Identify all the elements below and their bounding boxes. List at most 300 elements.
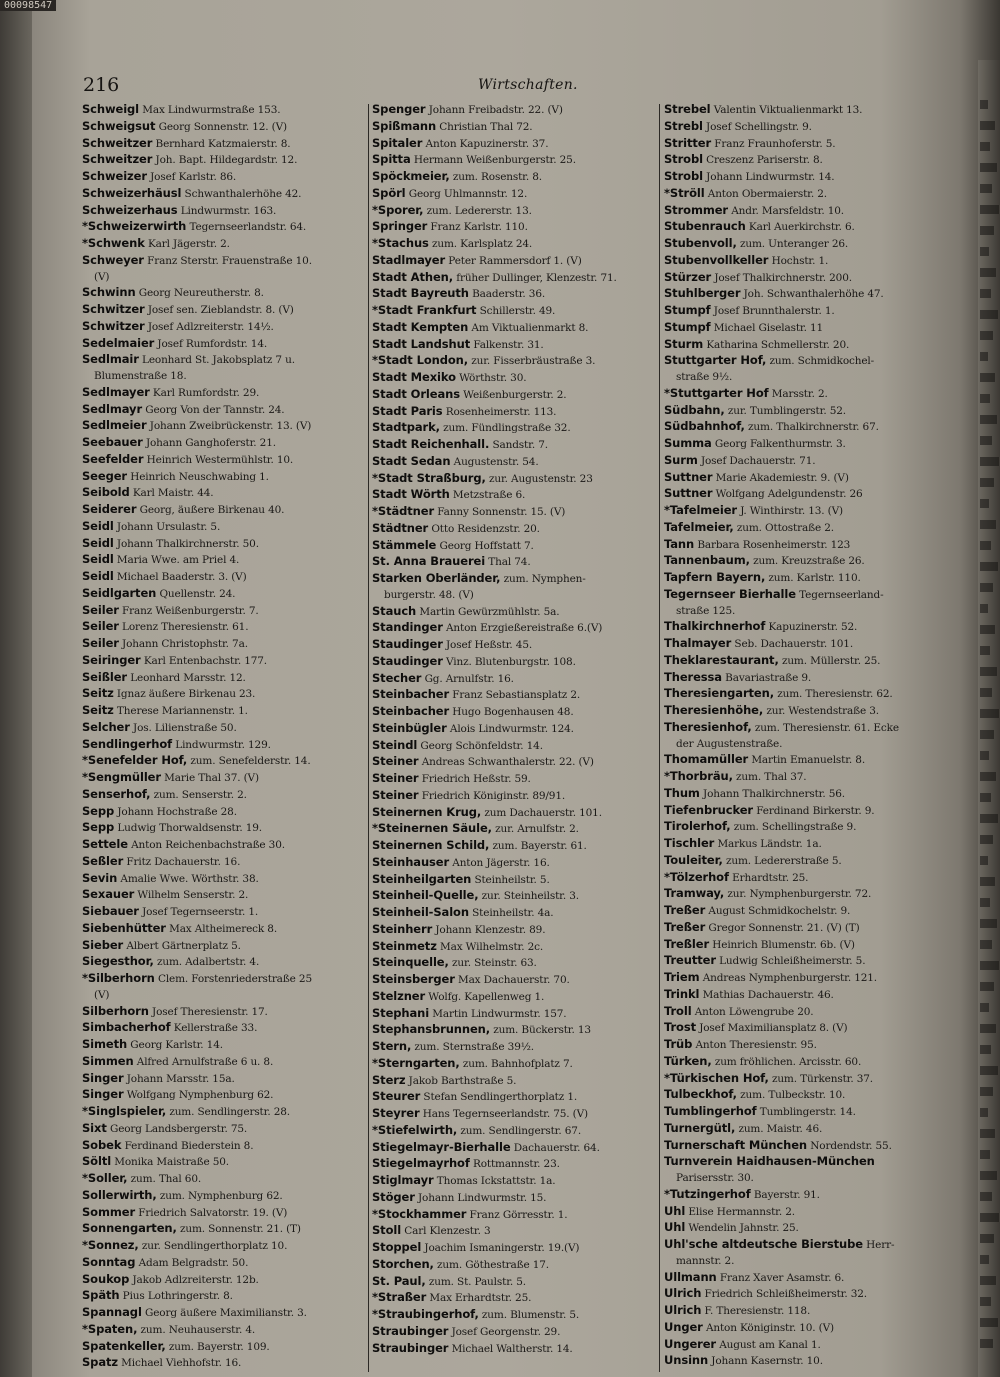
entry-name: Turnerschaft München <box>664 1137 808 1152</box>
entry-address: Georg, äußere Birkenau 40. <box>139 504 285 516</box>
entry-address: Anton Löwengrube 20. <box>694 1005 814 1018</box>
entry-name: Treßer <box>664 903 706 917</box>
entry-address: Josef Theresienstr. 17. <box>152 1005 268 1018</box>
directory-entry <box>82 336 364 353</box>
entry-address: Baaderstr. 36. <box>472 288 546 301</box>
directory-entry <box>82 385 364 402</box>
entry-address: zur. Sendlingerthorplatz 10. <box>141 1240 288 1252</box>
directory-entry <box>664 186 940 203</box>
entry-address: früher Dullinger, Klenzestr. 71. <box>456 271 617 284</box>
entry-address: August am Kanal 1. <box>719 1338 821 1351</box>
entry-name: St. Anna Brauerei <box>372 554 486 569</box>
entry-address: Fanny Sonnenstr. 15. (V) <box>437 506 566 518</box>
entry-address: Lindwurmstr. 129. <box>175 738 271 751</box>
entry-address: zum. Tulbeckstr. 10. <box>740 1089 846 1102</box>
directory-entry <box>664 436 940 453</box>
directory-entry <box>82 1305 364 1322</box>
entry-address: Markus Ländstr. 1a. <box>717 838 822 850</box>
entry-name: Schweizer <box>82 169 147 183</box>
directory-entry <box>664 270 940 287</box>
entry-name: Schweizerhäusl <box>82 185 182 200</box>
entry-name: *Spaten, <box>82 1321 138 1336</box>
entry-name: *Türkischen Hof, <box>664 1070 769 1085</box>
directory-entry <box>82 186 364 203</box>
directory-entry <box>82 536 364 553</box>
directory-entry <box>664 953 940 970</box>
directory-entry <box>82 1171 364 1188</box>
directory-entry <box>82 1104 364 1121</box>
entry-address: Creszenz Pariserstr. 8. <box>706 154 823 167</box>
entry-address: Max Altheimereck 8. <box>169 922 278 935</box>
directory-entry <box>664 1104 940 1121</box>
directory-column-3 <box>664 102 940 1370</box>
entry-address: Fritz Dachauerstr. 16. <box>126 855 241 868</box>
entry-name: Theresiengarten, <box>664 686 774 701</box>
entry-name: *Sengmüller <box>82 770 161 784</box>
directory-entry <box>372 1022 654 1039</box>
entry-address: Heinrich Neuschwabing 1. <box>130 470 269 483</box>
directory-entry <box>372 1257 654 1274</box>
entry-name: Sexauer <box>82 887 135 902</box>
entry-address: Lorenz Theresienstr. 61. <box>122 621 249 634</box>
entry-name: *Silberhorn <box>82 971 155 985</box>
entry-address: Georg Falkenthurmstr. 3. <box>714 438 846 450</box>
entry-name: Silberhorn <box>82 1003 149 1018</box>
entry-address: Erhardtstr. 25. <box>732 871 809 884</box>
entry-address: zum. Senserstr. 2. <box>153 788 247 801</box>
entry-name: Schwinn <box>82 285 136 300</box>
directory-entry <box>664 286 940 303</box>
entry-address: Georg Hoffstatt 7. <box>439 539 534 552</box>
entry-name: Stadlmayer <box>372 252 446 267</box>
entry-name: *Tutzingerhof <box>664 1186 751 1201</box>
directory-entry <box>82 569 364 586</box>
directory-entry <box>664 720 940 737</box>
entry-name: Steinbacher <box>372 687 450 702</box>
directory-entry <box>372 538 654 555</box>
entry-name: Spatz <box>82 1355 118 1370</box>
entry-address: Hans Tegernseerlandstr. 75. (V) <box>422 1108 589 1120</box>
entry-name: Siegesthor, <box>82 954 154 969</box>
entry-address: Carl Klenzestr. 3 <box>404 1225 491 1238</box>
entry-name: Seiler <box>82 602 119 617</box>
entry-name: Spitaler <box>372 135 423 150</box>
running-head: Wirtschaften. <box>478 77 578 93</box>
entry-address: Sandstr. 7. <box>492 439 548 451</box>
entry-name: *Straßer <box>372 1290 427 1305</box>
directory-entry <box>82 469 364 486</box>
entry-name: Theklarestaurant, <box>664 652 779 667</box>
directory-entry <box>82 1255 364 1272</box>
entry-address: Am Viktualienmarkt 8. <box>471 321 589 334</box>
directory-entry <box>664 1303 940 1320</box>
entry-name: Seitz <box>82 703 114 717</box>
directory-entry <box>82 203 364 220</box>
entry-address: Weißenburgerstr. 2. <box>463 388 567 401</box>
entry-address: Friedrich Schleißheimerstr. 32. <box>704 1288 867 1301</box>
entry-address: Alois Lindwurmstr. 124. <box>449 722 574 735</box>
directory-entry <box>82 285 364 302</box>
facing-page-text-fragment <box>980 247 989 256</box>
directory-entry <box>82 169 364 186</box>
entry-name: Theressa <box>664 669 722 684</box>
directory-entry <box>82 1205 364 1222</box>
directory-entry <box>372 404 654 421</box>
facing-page-text-fragment <box>980 268 996 277</box>
entry-address: Maria Wwe. am Priel 4. <box>116 554 240 567</box>
entry-name: Sonntag <box>82 1254 136 1269</box>
entry-address: zum. Unteranger 26. <box>739 238 849 250</box>
entry-name: Schweitzer <box>82 135 153 150</box>
entry-address: Max Lindwurmstraße 153. <box>142 104 281 116</box>
entry-name: *Ströll <box>664 185 705 200</box>
entry-name: Steiner <box>372 787 419 802</box>
entry-name: Theresienhöhe, <box>664 703 764 717</box>
directory-entry <box>82 302 364 319</box>
directory-entry <box>372 1207 654 1224</box>
directory-entry <box>372 588 654 604</box>
directory-entry <box>372 119 654 136</box>
entry-address: zum. Ottostraße 2. <box>736 521 834 534</box>
entry-address: Joh. Bapt. Hildegardstr. 12. <box>155 154 298 167</box>
entry-name: Sommer <box>82 1204 136 1219</box>
entry-name: Seiringer <box>82 652 141 667</box>
directory-entry <box>664 1320 940 1337</box>
entry-address: Rosenheimerstr. 113. <box>445 405 557 418</box>
entry-name: Tirolerhof, <box>664 819 731 834</box>
directory-entry <box>372 169 654 186</box>
entry-name: *Soller, <box>82 1171 128 1185</box>
entry-address: Johann Ursulastr. 5. <box>116 520 221 533</box>
directory-entry <box>372 821 654 838</box>
directory-entry <box>82 1004 364 1021</box>
entry-name: Sedelmaier <box>82 335 155 350</box>
entry-address: zum. St. Paulstr. 5. <box>428 1275 526 1288</box>
entry-name: Turnergütl, <box>664 1120 736 1135</box>
entry-address: zum. Bayerstr. 61. <box>492 840 587 852</box>
entry-name: Schweyer <box>82 252 144 267</box>
directory-entry <box>372 1307 654 1324</box>
directory-entry <box>664 604 940 620</box>
directory-entry <box>82 938 364 955</box>
entry-address: Michael Waltherstr. 14. <box>451 1342 573 1355</box>
directory-entry <box>664 1254 940 1270</box>
entry-name: Soukop <box>82 1271 130 1286</box>
directory-entry <box>372 1056 654 1073</box>
entry-address: Tegernseerland- <box>799 588 884 601</box>
entry-name: Strobl <box>664 152 703 167</box>
entry-name: Stubenvollkeller <box>664 252 769 267</box>
facing-page-text-fragment <box>980 814 998 823</box>
directory-entry <box>82 1138 364 1155</box>
entry-address: burgerstr. 48. (V) <box>384 588 474 601</box>
entry-name: Stiegelmayr-Bierhalle <box>372 1139 511 1154</box>
entry-name: Touleiter, <box>664 852 723 867</box>
facing-page-text-fragment <box>980 100 988 109</box>
entry-name: Stauch <box>372 603 417 618</box>
directory-entry <box>372 102 654 119</box>
entry-name: Sedlmeier <box>82 418 147 433</box>
directory-entry <box>82 102 364 119</box>
entry-address: Johann Freibadstr. 22. (V) <box>428 104 563 116</box>
entry-name: *Sterngarten, <box>372 1055 460 1070</box>
directory-entry <box>82 552 364 569</box>
entry-name: Tramway, <box>664 886 725 901</box>
entry-address: Johann Ganghoferstr. 21. <box>145 437 276 449</box>
directory-entry <box>664 653 940 670</box>
directory-entry <box>372 1274 654 1291</box>
entry-address: zum. Ledererstr. 13. <box>426 204 532 217</box>
directory-entry <box>372 554 654 571</box>
directory-entry <box>82 1221 364 1238</box>
entry-address: Max Erhardtstr. 25. <box>429 1292 532 1305</box>
entry-address: zum. Göthestraße 17. <box>437 1258 549 1271</box>
entry-address: Georg Schönfeldstr. 14. <box>420 739 543 752</box>
entry-address: Franz Sebastiansplatz 2. <box>452 689 581 702</box>
entry-name: Steiner <box>372 754 419 769</box>
entry-name: Sobek <box>82 1137 122 1152</box>
entry-address: Johann Klenzestr. 89. <box>435 923 546 936</box>
entry-address: Wilhelm Senserstr. 2. <box>137 889 249 902</box>
entry-name: Sonnengarten, <box>82 1221 177 1236</box>
entry-name: Steinsberger <box>372 972 455 986</box>
entry-address: zum. Nymphen- <box>503 573 586 585</box>
entry-name: Straubinger <box>372 1340 449 1355</box>
entry-name: Ulrich <box>664 1303 702 1317</box>
entry-address: Gg. Arnulfstr. 16. <box>424 672 514 685</box>
directory-entry <box>372 337 654 354</box>
directory-entry <box>372 1341 654 1358</box>
entry-address: Johann Lindwurmstr. 14. <box>706 171 835 183</box>
facing-page-text-fragment <box>980 1297 991 1306</box>
entry-address: Bavariastraße 9. <box>725 671 812 684</box>
directory-entry <box>372 1073 654 1090</box>
directory-entry <box>372 437 654 454</box>
facing-page-text-fragment <box>980 541 991 550</box>
entry-address: Franz Xaver Asamstr. 6. <box>719 1271 845 1284</box>
facing-page-text-fragment <box>980 583 993 592</box>
directory-entry <box>372 838 654 855</box>
entry-address: mannstr. 2. <box>676 1254 735 1267</box>
facing-page-text-fragment <box>980 478 994 487</box>
entry-address: Josef Dachauerstr. 71. <box>700 454 816 467</box>
entry-name: Turnverein Haidhausen-München <box>664 1154 875 1169</box>
entry-name: *Thorbräu, <box>664 769 733 783</box>
entry-name: Seefelder <box>82 451 144 466</box>
entry-name: Stubenvoll, <box>664 236 737 250</box>
directory-entry <box>82 921 364 938</box>
entry-name: *Tölzerhof <box>664 869 729 884</box>
directory-entry <box>82 1355 364 1372</box>
directory-entry <box>82 319 364 336</box>
entry-address: Heinrich Blumenstr. 6b. (V) <box>712 938 855 951</box>
entry-address: Anton Erzgießereistraße 6.(V) <box>446 622 603 635</box>
entry-name: Thum <box>664 785 700 800</box>
entry-name: Schwitzer <box>82 302 145 316</box>
directory-entry <box>664 970 940 987</box>
entry-name: Steinernen Krug, <box>372 804 482 819</box>
entry-name: Theresienhof, <box>664 719 752 734</box>
book-spine-shadow <box>0 0 32 1377</box>
entry-name: Tulbeckhof, <box>664 1087 737 1102</box>
entry-address: Franz Fraunhoferstr. 5. <box>714 137 836 150</box>
directory-entry <box>664 102 940 119</box>
entry-name: Troll <box>664 1003 692 1018</box>
directory-entry <box>82 1154 364 1171</box>
entry-name: Settele <box>82 837 128 851</box>
entry-name: *Städtner <box>372 504 435 518</box>
entry-name: Strommer <box>664 202 728 217</box>
directory-entry <box>372 1290 654 1307</box>
entry-name: Suttner <box>664 486 713 501</box>
entry-address: Dachauerstr. 64. <box>513 1141 600 1154</box>
directory-entry <box>664 520 940 537</box>
entry-address: Marie Akademiestr. 9. (V) <box>715 471 849 484</box>
entry-address: Georg Landsbergerstr. 75. <box>109 1122 248 1135</box>
entry-address: Jos. Lilienstraße 50. <box>133 721 237 734</box>
entry-address: Michael Baaderstr. 3. (V) <box>116 571 247 583</box>
facing-page-text-fragment <box>980 1108 988 1117</box>
directory-entry <box>664 119 940 136</box>
entry-name: Siebenhütter <box>82 920 166 935</box>
entry-name: Steyrer <box>372 1106 420 1120</box>
entry-name: Spatenkeller, <box>82 1338 166 1353</box>
directory-entry <box>82 1288 364 1305</box>
directory-entry <box>664 1087 940 1104</box>
facing-page-text-fragment <box>980 1087 993 1096</box>
facing-page-text-fragment <box>980 793 991 802</box>
directory-entry <box>664 236 940 253</box>
facing-page-text-fragment <box>980 352 988 361</box>
directory-entry <box>664 803 940 820</box>
entry-name: Sturm <box>664 336 704 351</box>
entry-name: St. Paul, <box>372 1273 426 1288</box>
entry-address: August Schmidkochelstr. 9. <box>708 905 851 917</box>
entry-address: Peter Rammersdorf 1. (V) <box>448 254 582 267</box>
entry-address: zum. Müllerstr. 25. <box>781 654 881 667</box>
entry-name: Steinbügler <box>372 720 447 735</box>
entry-name: Stelzner <box>372 988 426 1003</box>
entry-name: Stephansbrunnen, <box>372 1022 491 1037</box>
facing-page-text-fragment <box>980 1213 999 1222</box>
entry-name: Tegernseer Bierhalle <box>664 586 796 601</box>
entry-name: Sevin <box>82 870 118 885</box>
entry-name: Stadt Athen, <box>372 269 454 284</box>
directory-entry <box>82 720 364 737</box>
entry-name: Schweigsut <box>82 118 156 133</box>
entry-address: zum Dachauerstr. 101. <box>484 806 602 819</box>
entry-name: Unger <box>664 1319 703 1334</box>
directory-entry <box>372 1240 654 1257</box>
entry-address: Seb. Dachauerstr. 101. <box>734 638 854 650</box>
directory-entry <box>82 1087 364 1104</box>
directory-entry <box>664 1071 940 1088</box>
entry-name: Singer <box>82 1070 124 1085</box>
entry-name: Uhl <box>664 1203 686 1218</box>
entry-name: Sedlmair <box>82 352 139 367</box>
directory-entry <box>372 604 654 621</box>
directory-entry <box>664 219 940 236</box>
directory-entry <box>664 670 940 687</box>
directory-entry <box>82 737 364 754</box>
directory-entry <box>372 236 654 253</box>
directory-entry <box>664 636 940 653</box>
directory-entry <box>664 1020 940 1037</box>
directory-entry <box>664 1220 940 1237</box>
column-divider <box>659 104 660 1372</box>
entry-name: Steinbacher <box>372 704 450 718</box>
facing-page-text-fragment <box>980 1318 998 1327</box>
directory-entry <box>372 521 654 538</box>
directory-entry <box>372 1324 654 1341</box>
directory-entry <box>82 820 364 837</box>
entry-address: Friedrich Salvatorstr. 19. (V) <box>138 1206 288 1219</box>
entry-address: Josef Thalkirchnerstr. 200. <box>714 271 852 284</box>
entry-name: Standinger <box>372 620 443 635</box>
entry-name: *Stuttgarter Hof <box>664 385 769 400</box>
entry-address: Leonhard Marsstr. 12. <box>130 671 246 684</box>
entry-address: zum. Rosenstr. 8. <box>452 171 542 183</box>
entry-address: Andreas Schwanthalerstr. 22. (V) <box>421 756 594 769</box>
facing-page-text-fragment <box>980 394 990 403</box>
entry-address: zur. Westendstraße 3. <box>766 705 879 717</box>
directory-entry <box>372 253 654 270</box>
directory-entry <box>82 670 364 687</box>
entry-address: Georg Neureutherstr. 8. <box>138 287 264 300</box>
directory-entry <box>82 636 364 653</box>
entry-name: Thalmayer <box>664 636 732 650</box>
entry-address: zur. Fisserbräustraße 3. <box>471 355 596 368</box>
entry-address: Josef Rumfordstr. 14. <box>157 337 268 350</box>
entry-address: Friedrich Königinstr. 89/91. <box>421 789 566 802</box>
facing-page-text-fragment <box>980 1234 994 1243</box>
directory-entry <box>372 320 654 337</box>
directory-entry <box>82 1020 364 1037</box>
entry-address: Barbara Rosenheimerstr. 123 <box>697 538 851 551</box>
entry-address: Georg Sonnenstr. 12. (V) <box>158 120 288 133</box>
entry-name: Stadt Paris <box>372 403 443 418</box>
entry-address: Joachim Ismaningerstr. 19.(V) <box>424 1242 580 1254</box>
entry-name: Sedlmayer <box>82 384 150 399</box>
entry-name: Treutter <box>664 953 716 968</box>
directory-entry <box>664 1237 940 1254</box>
entry-name: Surm <box>664 452 698 467</box>
entry-address: Karl Auerkirchstr. 6. <box>748 221 855 234</box>
entry-address: Wolfg. Kapellenweg 1. <box>428 990 545 1003</box>
entry-name: Stoll <box>372 1223 402 1238</box>
entry-name: Simbacherhof <box>82 1020 171 1035</box>
entry-address: zum. Theresienstr. 62. <box>777 688 893 701</box>
facing-page-text-fragment <box>980 1003 989 1012</box>
entry-address: F. Theresienstr. 118. <box>704 1305 811 1317</box>
directory-entry <box>372 303 654 320</box>
facing-page-text-fragment <box>980 898 990 907</box>
entry-address: zum. Kreuzstraße 26. <box>753 555 865 568</box>
facing-page-text-fragment <box>980 1024 996 1033</box>
entry-address: Steinheilstr. 4a. <box>472 907 554 919</box>
entry-name: *Senefelder Hof, <box>82 753 188 768</box>
entry-address: Ferdinand Birkerstr. 9. <box>756 804 875 817</box>
directory-entry <box>372 888 654 905</box>
entry-name: Sendlingerhof <box>82 736 173 751</box>
facing-page-text-fragment <box>980 940 992 949</box>
facing-page-text-fragment <box>980 856 988 865</box>
directory-entry <box>664 570 940 587</box>
directory-entry <box>664 703 940 720</box>
entry-name: Tannenbaum, <box>664 553 750 568</box>
directory-entry <box>664 1270 940 1287</box>
directory-entry <box>372 186 654 203</box>
